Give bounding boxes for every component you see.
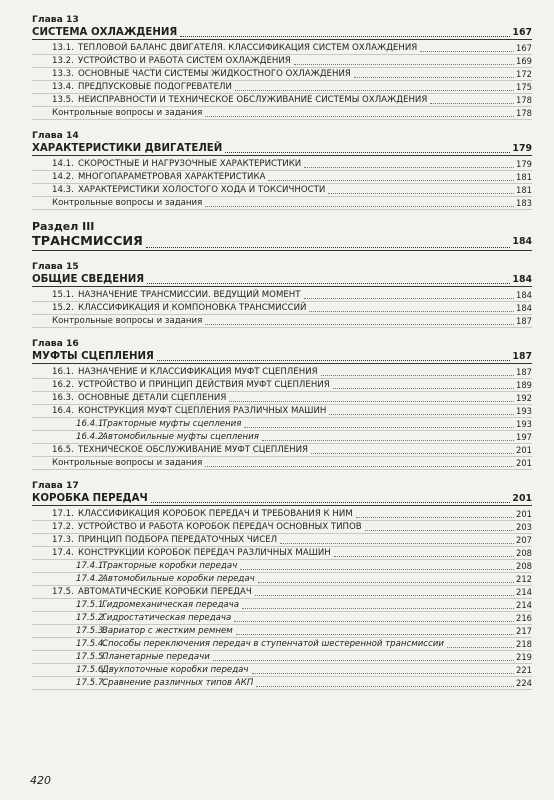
toc-entry[interactable]	[32, 171, 532, 184]
toc-entry[interactable]	[32, 197, 532, 210]
leader-dots	[236, 633, 514, 635]
leader-dots	[354, 76, 514, 78]
leader-dots	[205, 323, 514, 325]
chapter-label: Глава 13	[32, 14, 79, 25]
entry-number: 16.3.	[52, 393, 74, 403]
entry-title: ТЕХНИЧЕСКОЕ ОБСЛУЖИВАНИЕ МУФТ СЦЕПЛЕНИЯ	[78, 445, 309, 455]
entry-number: 14.3.	[52, 185, 74, 195]
entry-title: КЛАССИФИКАЦИЯ И КОМПОНОВКА ТРАНСМИССИЙ	[78, 303, 307, 313]
toc-entry[interactable]	[32, 457, 532, 470]
toc-subentry[interactable]	[32, 612, 532, 625]
leader-dots	[147, 282, 510, 284]
chapter-page-number: 187	[512, 351, 532, 362]
entry-title: Автомобильные коробки передач	[102, 574, 255, 584]
leader-dots	[146, 246, 511, 248]
entry-page-number: 181	[516, 172, 532, 182]
toc-subentry[interactable]	[32, 418, 532, 431]
leader-dots	[365, 529, 514, 531]
chapter-title-row[interactable]	[32, 350, 532, 364]
entry-title: ПРЕДПУСКОВЫЕ ПОДОГРЕВАТЕЛИ	[78, 82, 232, 92]
table-of-contents	[32, 14, 532, 700]
entry-number: 16.2.	[52, 380, 74, 390]
leader-dots	[268, 179, 514, 181]
toc-entry[interactable]	[32, 586, 532, 599]
leader-dots	[242, 607, 514, 609]
entry-title: КОНСТРУКЦИЯ МУФТ СЦЕПЛЕНИЯ РАЗЛИЧНЫХ МАШИН	[78, 406, 327, 416]
toc-entry[interactable]	[32, 392, 532, 405]
leader-dots	[205, 205, 514, 207]
toc-entry[interactable]	[32, 366, 532, 379]
entry-page-number: 181	[516, 185, 532, 195]
section-label: Раздел III	[32, 220, 95, 233]
entry-title: КОНСТРУКЦИИ КОРОБОК ПЕРЕДАЧ РАЗЛИЧНЫХ МАШИН	[78, 548, 331, 558]
entry-number: 17.5.7.	[76, 678, 107, 688]
entry-title: Двухпоточные коробки передач	[102, 665, 249, 675]
leader-dots	[252, 672, 515, 674]
entry-title: МНОГОПАРАМЕТРОВАЯ ХАРАКТЕРИСТИКА	[78, 172, 266, 182]
leader-dots	[240, 568, 514, 570]
leader-dots	[235, 89, 514, 91]
leader-dots	[255, 594, 514, 596]
entry-number: 17.3.	[52, 535, 74, 545]
spacer	[32, 690, 532, 700]
entry-title: Гидростатическая передача	[102, 613, 232, 623]
chapter-title-row[interactable]	[32, 26, 532, 40]
chapter-label: Глава 16	[32, 338, 79, 349]
entry-page-number: 193	[516, 406, 532, 416]
entry-title: Способы переключения передач в ступенчатой шестеренной трансмиссии	[102, 639, 444, 649]
toc-entry[interactable]	[32, 547, 532, 560]
entry-number: 13.4.	[52, 82, 74, 92]
entry-number: 14.1.	[52, 159, 74, 169]
spacer	[32, 210, 532, 220]
spacer	[32, 328, 532, 338]
entry-title: Сравнение различных типов АКП	[102, 678, 254, 688]
entry-title: НАЗНАЧЕНИЕ И КЛАССИФИКАЦИЯ МУФТ СЦЕПЛЕНИЯ	[78, 367, 318, 377]
chapter-title-row[interactable]	[32, 142, 532, 156]
toc-entry[interactable]	[32, 42, 532, 55]
chapter-title: СИСТЕМА ОХЛАЖДЕНИЯ	[32, 27, 178, 38]
entry-number: 17.5.2.	[76, 613, 107, 623]
entry-page-number: 217	[516, 626, 532, 636]
leader-dots	[234, 620, 514, 622]
entry-title: Контрольные вопросы и задания	[52, 108, 203, 118]
entry-title: Тракторные коробки передач	[102, 561, 238, 571]
entry-number: 17.5.3.	[76, 626, 107, 636]
spacer	[32, 470, 532, 480]
entry-number: 13.5.	[52, 95, 74, 105]
leader-dots	[225, 151, 510, 153]
entry-number: 13.1.	[52, 43, 74, 53]
toc-entry[interactable]	[32, 81, 532, 94]
page-number: 420	[30, 774, 51, 787]
entry-page-number: 219	[516, 652, 532, 662]
entry-page-number: 175	[516, 82, 532, 92]
entry-page-number: 224	[516, 678, 532, 688]
entry-page-number: 178	[516, 108, 532, 118]
entry-page-number: 187	[516, 367, 532, 377]
entry-number: 13.3.	[52, 69, 74, 79]
entry-page-number: 169	[516, 56, 532, 66]
chapter-page-number: 167	[512, 27, 532, 38]
toc-entry[interactable]	[32, 68, 532, 81]
entry-page-number: 184	[516, 303, 532, 313]
entry-page-number: 179	[516, 159, 532, 169]
leader-dots	[329, 413, 514, 415]
entry-number: 16.4.1.	[76, 419, 107, 429]
entry-title: Вариатор с жестким ремнем	[102, 626, 233, 636]
entry-number: 17.2.	[52, 522, 74, 532]
entry-page-number: 167	[516, 43, 532, 53]
toc-entry[interactable]	[32, 315, 532, 328]
entry-page-number: 207	[516, 535, 532, 545]
entry-number: 16.5.	[52, 445, 74, 455]
entry-title: ХАРАКТЕРИСТИКИ ХОЛОСТОГО ХОДА И ТОКСИЧНОСТИ	[78, 185, 326, 195]
entry-title: Планетарные передачи	[102, 652, 210, 662]
toc-subentry[interactable]	[32, 431, 532, 444]
leader-dots	[256, 685, 514, 687]
entry-number: 16.1.	[52, 367, 74, 377]
toc-entry[interactable]	[32, 289, 532, 302]
toc-subentry[interactable]	[32, 638, 532, 651]
entry-title: Тракторные муфты сцепления	[102, 419, 242, 429]
toc-entry[interactable]	[32, 444, 532, 457]
leader-dots	[205, 115, 514, 117]
leader-dots	[258, 581, 514, 583]
chapter-label: Глава 15	[32, 261, 79, 272]
entry-title: УСТРОЙСТВО И РАБОТА КОРОБОК ПЕРЕДАЧ ОСНОВНЫХ ТИПОВ	[78, 522, 362, 532]
chapter-title: МУФТЫ СЦЕПЛЕНИЯ	[32, 351, 154, 362]
entry-number: 17.5.4.	[76, 639, 107, 649]
entry-page-number: 201	[516, 445, 532, 455]
entry-page-number: 178	[516, 95, 532, 105]
entry-page-number: 216	[516, 613, 532, 623]
entry-title: Контрольные вопросы и задания	[52, 316, 203, 326]
toc-entry[interactable]	[32, 55, 532, 68]
entry-page-number: 201	[516, 458, 532, 468]
entry-title: ОСНОВНЫЕ ДЕТАЛИ СЦЕПЛЕНИЯ	[78, 393, 227, 403]
leader-dots	[229, 400, 514, 402]
entry-number: 17.5.	[52, 587, 74, 597]
leader-dots	[447, 646, 514, 648]
leader-dots	[294, 63, 514, 65]
entry-page-number: 201	[516, 509, 532, 519]
entry-number: 15.2.	[52, 303, 74, 313]
entry-number: 13.2.	[52, 56, 74, 66]
entry-page-number: 212	[516, 574, 532, 584]
chapter-block	[32, 130, 532, 220]
toc-subentry[interactable]	[32, 560, 532, 573]
entry-number: 17.1.	[52, 509, 74, 519]
entry-title: УСТРОЙСТВО И РАБОТА СИСТЕМ ОХЛАЖДЕНИЯ	[78, 56, 291, 66]
chapter-page-number: 184	[512, 274, 532, 285]
chapter-page-number: 201	[512, 493, 532, 504]
leader-dots	[280, 542, 514, 544]
entry-title: КЛАССИФИКАЦИЯ КОРОБОК ПЕРЕДАЧ И ТРЕБОВАНИЯ К НИМ	[78, 509, 353, 519]
entry-number: 17.4.	[52, 548, 74, 558]
entry-title: УСТРОЙСТВО И ПРИНЦИП ДЕЙСТВИЯ МУФТ СЦЕПЛЕНИЯ	[78, 380, 330, 390]
chapter-label: Глава 14	[32, 130, 79, 141]
entry-page-number: 214	[516, 600, 532, 610]
chapter-title-row[interactable]	[32, 492, 532, 506]
entry-title: СКОРОСТНЫЕ И НАГРУЗОЧНЫЕ ХАРАКТЕРИСТИКИ	[78, 159, 302, 169]
leader-dots	[262, 439, 514, 441]
leader-dots	[311, 452, 514, 454]
leader-dots	[356, 516, 514, 518]
toc-subentry[interactable]	[32, 677, 532, 690]
leader-dots	[430, 102, 514, 104]
leader-dots	[304, 297, 514, 299]
leader-dots	[157, 359, 511, 361]
chapter-block	[32, 261, 532, 338]
leader-dots	[151, 501, 511, 503]
entry-title: ОСНОВНЫЕ ЧАСТИ СИСТЕМЫ ЖИДКОСТНОГО ОХЛАЖДЕНИЯ	[78, 69, 351, 79]
leader-dots	[321, 374, 514, 376]
leader-dots	[328, 192, 514, 194]
section-title: ТРАНСМИССИЯ	[32, 234, 143, 249]
leader-dots	[213, 659, 514, 661]
entry-page-number: 172	[516, 69, 532, 79]
entry-page-number: 189	[516, 380, 532, 390]
entry-number: 17.5.1.	[76, 600, 107, 610]
entry-title: Автомобильные муфты сцепления	[102, 432, 259, 442]
chapter-title: КОРОБКА ПЕРЕДАЧ	[32, 493, 148, 504]
entry-title: ТЕПЛОВОЙ БАЛАНС ДВИГАТЕЛЯ. КЛАССИФИКАЦИЯ СИСТЕМ ОХЛАЖДЕНИЯ	[78, 43, 418, 53]
toc-subentry[interactable]	[32, 573, 532, 586]
entry-title: НАЗНАЧЕНИЕ ТРАНСМИССИИ. ВЕДУЩИЙ МОМЕНТ	[78, 290, 301, 300]
entry-number: 16.4.	[52, 406, 74, 416]
toc-subentry[interactable]	[32, 664, 532, 677]
toc-entry[interactable]	[32, 302, 532, 315]
entry-page-number: 214	[516, 587, 532, 597]
toc-entry[interactable]	[32, 184, 532, 197]
chapter-block	[32, 14, 532, 130]
entry-page-number: 193	[516, 419, 532, 429]
leader-dots	[333, 387, 514, 389]
chapter-label: Глава 17	[32, 480, 79, 491]
toc-entry[interactable]	[32, 521, 532, 534]
chapter-title: ОБЩИЕ СВЕДЕНИЯ	[32, 274, 145, 285]
leader-dots	[309, 310, 514, 312]
toc-entry[interactable]	[32, 405, 532, 418]
entry-page-number: 208	[516, 548, 532, 558]
leader-dots	[244, 426, 514, 428]
chapter-title: ХАРАКТЕРИСТИКИ ДВИГАТЕЛЕЙ	[32, 143, 223, 154]
entry-number: 16.4.2.	[76, 432, 107, 442]
entry-page-number: 218	[516, 639, 532, 649]
chapter-title-row[interactable]	[32, 273, 532, 287]
section-block	[32, 220, 532, 251]
entry-title: НЕИСПРАВНОСТИ И ТЕХНИЧЕСКОЕ ОБСЛУЖИВАНИЕ СИСТЕМЫ ОХЛАЖДЕНИЯ	[78, 95, 428, 105]
entry-number: 17.5.5.	[76, 652, 107, 662]
toc-subentry[interactable]	[32, 651, 532, 664]
section-title-row[interactable]	[32, 234, 532, 251]
toc-subentry[interactable]	[32, 599, 532, 612]
entry-number: 15.1.	[52, 290, 74, 300]
leader-dots	[304, 166, 514, 168]
entry-page-number: 187	[516, 316, 532, 326]
entry-page-number: 197	[516, 432, 532, 442]
toc-entry[interactable]	[32, 534, 532, 547]
toc-entry[interactable]	[32, 508, 532, 521]
chapter-block	[32, 338, 532, 480]
entry-number: 17.4.1.	[76, 561, 107, 571]
entry-page-number: 221	[516, 665, 532, 675]
entry-page-number: 184	[516, 290, 532, 300]
spacer	[32, 120, 532, 130]
toc-subentry[interactable]	[32, 625, 532, 638]
entry-number: 14.2.	[52, 172, 74, 182]
toc-entry[interactable]	[32, 379, 532, 392]
chapter-block	[32, 480, 532, 700]
entry-title: ПРИНЦИП ПОДБОРА ПЕРЕДАТОЧНЫХ ЧИСЕЛ	[78, 535, 278, 545]
entry-page-number: 192	[516, 393, 532, 403]
leader-dots	[420, 50, 514, 52]
entry-title: Контрольные вопросы и задания	[52, 198, 203, 208]
entry-title: Гидромеханическая передача	[102, 600, 240, 610]
toc-entry[interactable]	[32, 107, 532, 120]
toc-entry[interactable]	[32, 158, 532, 171]
leader-dots	[334, 555, 514, 557]
entry-title: АВТОМАТИЧЕСКИЕ КОРОБКИ ПЕРЕДАЧ	[78, 587, 252, 597]
section-page-number: 184	[512, 236, 532, 247]
entry-number: 17.5.6.	[76, 665, 107, 675]
chapter-page-number: 179	[512, 143, 532, 154]
leader-dots	[205, 465, 514, 467]
entry-page-number: 183	[516, 198, 532, 208]
entry-page-number: 208	[516, 561, 532, 571]
entry-page-number: 203	[516, 522, 532, 532]
entry-title: Контрольные вопросы и задания	[52, 458, 203, 468]
toc-entry[interactable]	[32, 94, 532, 107]
entry-number: 17.4.2.	[76, 574, 107, 584]
leader-dots	[180, 35, 510, 37]
